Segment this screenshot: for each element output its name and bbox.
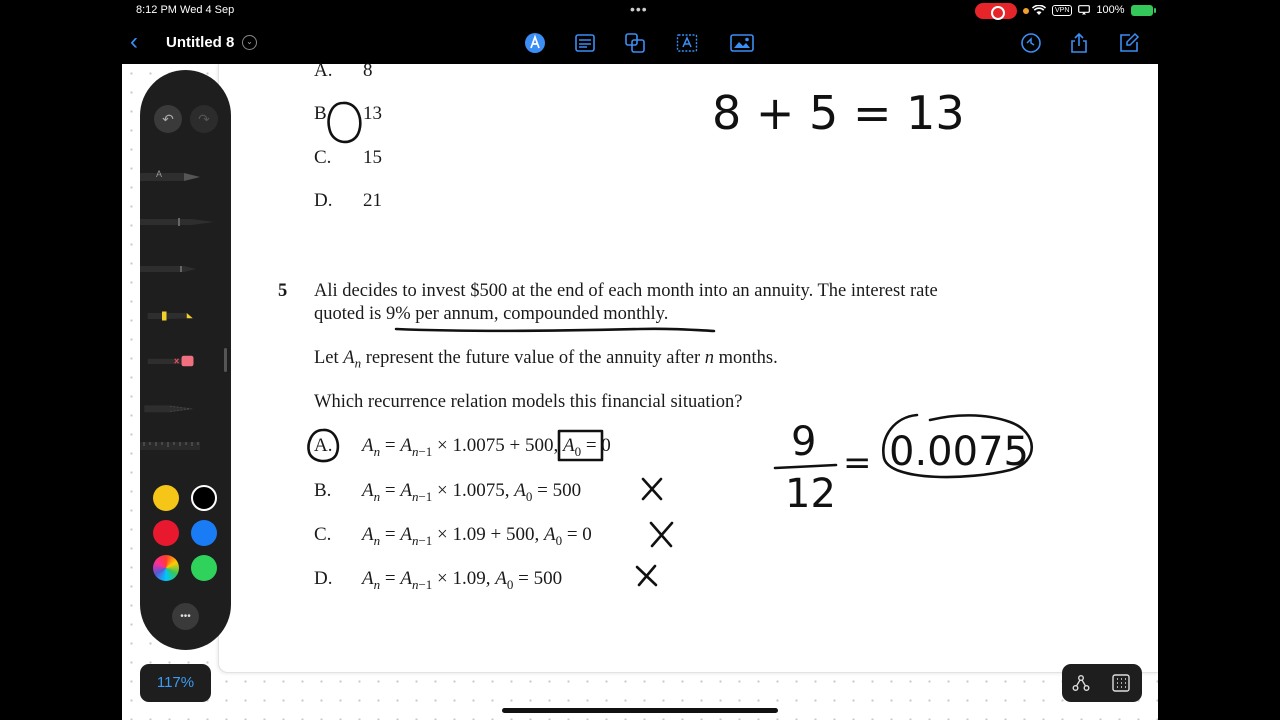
- screen-recording-icon[interactable]: [975, 3, 1017, 19]
- fountain-pen-tool[interactable]: [140, 216, 216, 228]
- prev-option-a-letter: A.: [314, 60, 333, 81]
- swatch-red[interactable]: [153, 520, 179, 546]
- status-bar: [0, 0, 1280, 22]
- swatch-green[interactable]: [191, 555, 217, 581]
- prev-option-c-letter: C.: [314, 147, 332, 168]
- document-title[interactable]: Untitled 8: [166, 34, 235, 51]
- pencil-tool[interactable]: [140, 170, 202, 182]
- question-prompt: Which recurrence relation models this financial situation?: [314, 392, 743, 412]
- prev-option-d-letter: D.: [314, 190, 333, 211]
- zoom-level-badge[interactable]: 117%: [140, 664, 211, 702]
- option-a-equation: $A_n = A_{n-1} \times 1.0075 + 500$, $A_0 = 0$: [362, 435, 611, 459]
- highlighter-tool[interactable]: [140, 310, 202, 322]
- swatch-black-selected[interactable]: [191, 485, 217, 511]
- bottom-tools: [1062, 664, 1142, 702]
- back-chevron-icon[interactable]: ‹: [130, 28, 138, 55]
- prev-option-c-value: 15: [363, 147, 382, 168]
- wifi-icon: [1032, 5, 1046, 16]
- title-menu-chevron-icon[interactable]: ⌄: [242, 35, 257, 50]
- history-icon[interactable]: [1020, 32, 1042, 54]
- handwritten-equals: =: [843, 443, 872, 483]
- prev-option-b-letter: B.: [314, 103, 332, 124]
- prev-option-d-value: 21: [363, 190, 382, 211]
- page-navigator-icon[interactable]: [1072, 674, 1090, 692]
- pen-mode-icon[interactable]: [524, 32, 546, 54]
- handwritten-sum: 8 + 5 = 13: [712, 86, 965, 140]
- status-icons: [1032, 4, 1153, 16]
- pen-toolbar[interactable]: [140, 70, 231, 650]
- home-indicator[interactable]: [502, 708, 778, 713]
- question-line-1: Ali decides to invest $500 at the end of each month into an annuity. The interest rate: [314, 281, 938, 301]
- status-time: 8:12 PM Wed 4 Sep: [136, 4, 235, 16]
- text-box-icon[interactable]: [676, 32, 698, 54]
- question-line-2: quoted is 9% per annum, compounded monthly.: [314, 304, 669, 324]
- option-d-equation: $A_n = A_{n-1} \times 1.09$, $A_0 = 500$: [362, 568, 563, 592]
- lasso-tool[interactable]: [140, 402, 200, 414]
- vpn-badge: VPN: [1052, 5, 1072, 16]
- page-grid-icon[interactable]: [1112, 674, 1130, 692]
- question-let-statement: Let $A_n$ represent the future value of the annuity after n months.: [314, 348, 778, 371]
- option-b-equation: $A_n = A_{n-1} \times 1.0075$, $A_0 = 500$: [362, 480, 582, 504]
- pencil-tool-label: A: [156, 169, 163, 179]
- battery-icon: [1131, 5, 1153, 16]
- prev-option-a-value: 8: [363, 60, 373, 81]
- edit-icon[interactable]: [1118, 32, 1140, 54]
- option-a-letter: A.: [314, 435, 333, 456]
- toolbar-drag-handle[interactable]: [224, 348, 227, 372]
- swatch-yellow[interactable]: [153, 485, 179, 511]
- pencil-icon: [140, 171, 202, 183]
- prev-option-b-value: 13: [363, 103, 382, 124]
- swatch-color-picker[interactable]: [153, 555, 179, 581]
- option-b-letter: B.: [314, 480, 332, 501]
- microphone-indicator-icon: [1023, 8, 1029, 14]
- option-c-equation: $A_n = A_{n-1} \times 1.09 + 500$, $A_0 = 0$: [362, 524, 592, 548]
- insert-image-icon[interactable]: [730, 32, 754, 54]
- handwritten-denominator: 12: [785, 471, 836, 517]
- screen-mirroring-icon: [1078, 5, 1090, 15]
- share-icon[interactable]: [1068, 32, 1090, 54]
- toolbar-more-button[interactable]: •••: [172, 603, 199, 630]
- undo-button[interactable]: ↶: [154, 105, 182, 133]
- multitasking-dots-icon[interactable]: •••: [630, 1, 648, 17]
- handwritten-numerator: 9: [791, 419, 817, 465]
- notes-template-icon[interactable]: [574, 32, 596, 54]
- option-c-letter: C.: [314, 524, 332, 545]
- ruler-tool[interactable]: [140, 440, 202, 452]
- question-number: 5: [278, 281, 288, 301]
- battery-percent: 100%: [1096, 4, 1125, 16]
- shapes-icon[interactable]: [624, 32, 646, 54]
- nav-bar: [122, 22, 1158, 64]
- handwritten-result: 0.0075: [889, 429, 1029, 475]
- option-d-letter: D.: [314, 568, 333, 589]
- eraser-tool[interactable]: [140, 355, 202, 367]
- redo-button[interactable]: ↷: [190, 105, 218, 133]
- ballpoint-pen-tool[interactable]: [140, 263, 198, 275]
- swatch-blue[interactable]: [191, 520, 217, 546]
